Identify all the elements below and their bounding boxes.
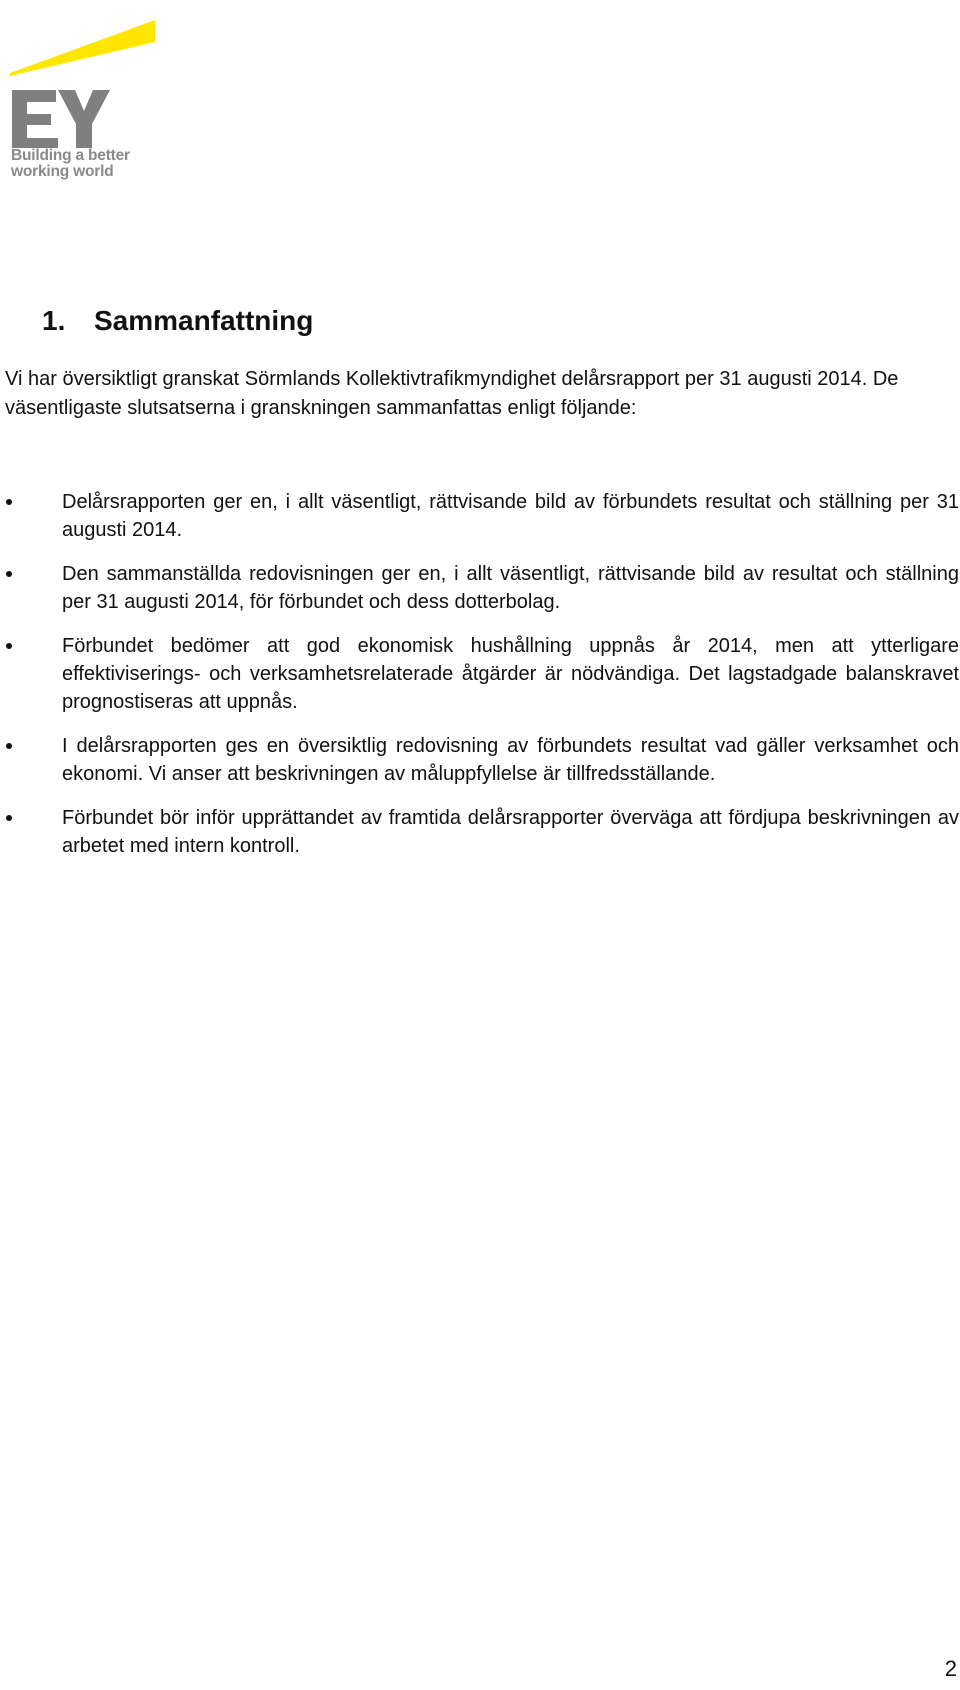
ey-tagline xyxy=(11,148,161,180)
section-number: 1. xyxy=(42,305,66,336)
ey-tagline-line2: working world xyxy=(11,163,114,180)
bullet-text: Förbundet bedömer att god ekonomisk hushållning uppnås år 2014, men att ytterligare effektiviserings- och verksamhetsrelaterade åtgärder är nödvändiga. Det lagstadgade balanskravet prognostiseras att uppnås. xyxy=(62,635,959,713)
bullet-item xyxy=(0,804,959,860)
ey-logo xyxy=(10,18,160,188)
bullet-dot-icon xyxy=(6,815,12,821)
intro-paragraph: Vi har översiktligt granskat Sörmlands Kollektivtrafikmyndighet delårsrapport per 31 augusti 2014. De väsentligaste slutsatserna i granskningen sammanfattas enligt följande: xyxy=(5,368,899,419)
section-heading xyxy=(42,304,313,338)
bullet-dot-icon xyxy=(6,571,12,577)
bullet-dot-icon xyxy=(6,743,12,749)
bullet-item xyxy=(0,488,959,544)
ey-letter-y xyxy=(58,90,110,148)
summary-bullet-list xyxy=(0,488,960,876)
bullet-dot-icon xyxy=(6,499,12,505)
bullet-item xyxy=(0,732,959,788)
ey-letter-e xyxy=(12,90,58,148)
page-number: 2 xyxy=(944,1656,957,1681)
bullet-dot-icon xyxy=(6,643,12,649)
bullet-text: Delårsrapporten ger en, i allt väsentligt, rättvisande bild av förbundets resultat och ställning per 31 augusti 2014. xyxy=(62,491,959,541)
bullet-text: Förbundet bör inför upprättandet av framtida delårsrapporter överväga att fördjupa beskrivningen av arbetet med intern kontroll. xyxy=(62,807,959,857)
ey-tagline-line1: Building a better xyxy=(11,147,130,164)
bullet-text: I delårsrapporten ges en översiktlig redovisning av förbundets resultat vad gäller verksamhet och ekonomi. Vi anser att beskrivningen av måluppfyllelse är tillfredsställande. xyxy=(62,735,959,785)
bullet-text: Den sammanställda redovisningen ger en, i allt väsentligt, rättvisande bild av resultat och ställning per 31 augusti 2014, för förbundet och dess dotterbolag. xyxy=(62,563,959,613)
ey-beam-icon xyxy=(10,20,155,76)
bullet-item xyxy=(0,560,959,616)
section-title: Sammanfattning xyxy=(94,305,314,336)
ey-logo-mark xyxy=(10,18,160,148)
bullet-item xyxy=(0,632,959,716)
